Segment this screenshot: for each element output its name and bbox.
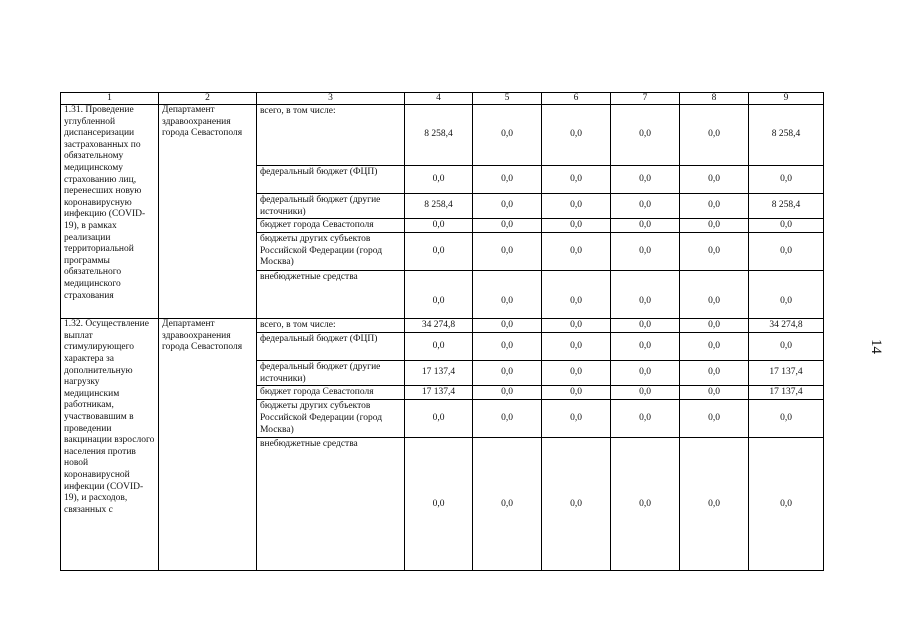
value-text: 0,0 (570, 295, 582, 306)
value-cell (542, 438, 611, 571)
value-cell (473, 319, 542, 333)
value-text: 0,0 (639, 319, 651, 330)
value-cell (749, 400, 824, 438)
value-cell (405, 271, 473, 319)
value-cell (611, 233, 680, 271)
value-cell (473, 361, 542, 386)
value-cell (680, 219, 749, 233)
value-text: 0,0 (501, 413, 513, 424)
column-header: 5 (473, 93, 542, 105)
value-cell (473, 166, 542, 194)
value-cell (749, 105, 824, 166)
value-cell (473, 386, 542, 400)
funding-source-cell: федеральный бюджет (другие источники) (257, 361, 405, 386)
value-cell (473, 400, 542, 438)
value-text: 0,0 (639, 129, 651, 140)
value-cell (542, 386, 611, 400)
value-text: 0,0 (708, 387, 720, 398)
value-cell (542, 400, 611, 438)
activity-cell: 1.32. Осуществление выплат стимулирующего характера за дополнительную нагрузку медицинским работникам, участвовавшим в проведении вакцинации взрослого населения против новой коронавирусной инфекции (COVID-19), и расходов, связанных с (61, 319, 159, 571)
value-text: 34 274,8 (769, 319, 803, 330)
value-cell (473, 219, 542, 233)
value-text: 17 137,4 (421, 367, 456, 378)
value-text: 0,0 (432, 340, 445, 351)
value-cell (542, 105, 611, 166)
value-text: 0,0 (708, 340, 720, 351)
value-text: 0,0 (639, 498, 651, 509)
value-cell (611, 319, 680, 333)
value-text: 0,0 (501, 245, 513, 256)
column-header: 1 (61, 93, 159, 105)
value-text: 0,0 (501, 200, 513, 211)
value-text: 0,0 (780, 498, 792, 509)
value-text: 0,0 (501, 295, 513, 306)
column-header: 3 (257, 93, 405, 105)
funding-source-cell: внебюджетные средства (257, 438, 405, 571)
value-cell (680, 319, 749, 333)
value-text: 8 258,4 (771, 129, 801, 140)
value-cell (542, 219, 611, 233)
value-text: 0,0 (570, 319, 582, 330)
value-text: 8 258,4 (424, 200, 453, 211)
value-cell (680, 333, 749, 361)
value-text: 0,0 (570, 413, 582, 424)
value-text: 0,0 (570, 219, 582, 230)
value-cell (749, 219, 824, 233)
value-cell (542, 271, 611, 319)
value-text: 0,0 (708, 129, 720, 140)
value-cell (405, 219, 473, 233)
funding-source-cell: бюджет города Севастополя (257, 386, 405, 400)
value-cell (680, 438, 749, 571)
value-text: 0,0 (708, 319, 720, 330)
value-cell (542, 233, 611, 271)
value-cell (680, 271, 749, 319)
value-cell (473, 105, 542, 166)
value-cell (749, 194, 824, 219)
value-cell (749, 319, 824, 333)
value-cell (680, 386, 749, 400)
value-text: 0,0 (639, 245, 651, 256)
value-text: 0,0 (708, 498, 720, 509)
funding-source-cell: всего, в том числе: (257, 319, 405, 333)
value-text: 0,0 (708, 295, 720, 306)
value-cell (611, 194, 680, 219)
value-cell (405, 233, 473, 271)
value-text: 0,0 (432, 173, 445, 184)
value-cell (542, 319, 611, 333)
value-cell (611, 166, 680, 194)
column-header: 8 (680, 93, 749, 105)
funding-source-cell: федеральный бюджет (ФЦП) (257, 333, 405, 361)
value-cell (749, 386, 824, 400)
value-cell (749, 166, 824, 194)
value-text: 0,0 (780, 245, 792, 256)
value-cell (611, 386, 680, 400)
value-cell (473, 438, 542, 571)
value-text: 0,0 (501, 498, 513, 509)
value-text: 0,0 (501, 319, 513, 330)
value-text: 0,0 (570, 200, 582, 211)
funding-source-cell: бюджеты других субъектов Российской Федерации (город Москва) (257, 233, 405, 271)
value-cell (611, 400, 680, 438)
value-text: 0,0 (432, 295, 445, 306)
value-text: 17 137,4 (769, 367, 803, 378)
budget-table (60, 92, 824, 571)
funding-source-cell: бюджет города Севастополя (257, 219, 405, 233)
value-text: 0,0 (708, 413, 720, 424)
value-cell (542, 166, 611, 194)
value-text: 0,0 (570, 129, 582, 140)
value-cell (405, 333, 473, 361)
value-text: 34 274,8 (421, 319, 456, 330)
value-text: 0,0 (570, 387, 582, 398)
funding-source-cell: бюджеты других субъектов Российской Федерации (город Москва) (257, 400, 405, 438)
value-cell (473, 333, 542, 361)
value-text: 0,0 (432, 219, 445, 230)
value-cell (405, 400, 473, 438)
value-cell (473, 271, 542, 319)
value-cell (680, 361, 749, 386)
value-text: 8 258,4 (771, 200, 801, 211)
value-cell (542, 361, 611, 386)
value-cell (405, 166, 473, 194)
value-text: 0,0 (501, 340, 513, 351)
value-cell (680, 233, 749, 271)
column-header: 4 (405, 93, 473, 105)
value-cell (611, 361, 680, 386)
value-text: 0,0 (780, 413, 792, 424)
value-cell (749, 233, 824, 271)
value-text: 0,0 (501, 219, 513, 230)
value-text: 0,0 (501, 129, 513, 140)
column-header: 9 (749, 93, 824, 105)
executor-cell: Департамент здравоохранения города Севастополя (159, 319, 257, 571)
value-text: 0,0 (639, 200, 651, 211)
column-header: 6 (542, 93, 611, 105)
value-text: 0,0 (570, 340, 582, 351)
value-cell (680, 105, 749, 166)
column-header: 7 (611, 93, 680, 105)
value-text: 0,0 (639, 413, 651, 424)
value-cell (405, 386, 473, 400)
funding-source-cell: федеральный бюджет (другие источники) (257, 194, 405, 219)
value-cell (611, 438, 680, 571)
table-row (61, 319, 824, 333)
value-text: 17 137,4 (769, 387, 803, 398)
value-text: 0,0 (501, 387, 513, 398)
value-text: 0,0 (780, 173, 792, 184)
funding-source-cell: всего, в том числе: (257, 105, 405, 166)
value-text: 0,0 (708, 200, 720, 211)
value-text: 0,0 (780, 340, 792, 351)
value-text: 0,0 (432, 498, 445, 509)
value-cell (542, 194, 611, 219)
page-number: 14 (868, 339, 884, 354)
value-cell (611, 105, 680, 166)
value-text: 0,0 (639, 340, 651, 351)
value-text: 8 258,4 (424, 129, 453, 140)
value-cell (473, 194, 542, 219)
value-text: 0,0 (501, 173, 513, 184)
value-text: 0,0 (501, 367, 513, 378)
value-text: 0,0 (780, 295, 792, 306)
value-cell (542, 333, 611, 361)
value-cell (611, 271, 680, 319)
value-cell (611, 219, 680, 233)
value-text: 0,0 (639, 367, 651, 378)
value-text: 0,0 (708, 173, 720, 184)
funding-source-cell: федеральный бюджет (ФЦП) (257, 166, 405, 194)
value-cell (405, 105, 473, 166)
value-text: 0,0 (570, 498, 582, 509)
value-cell (749, 438, 824, 571)
value-cell (405, 438, 473, 571)
value-cell (749, 333, 824, 361)
value-cell (473, 233, 542, 271)
value-text: 0,0 (432, 413, 445, 424)
value-text: 0,0 (708, 245, 720, 256)
header-row (61, 93, 824, 105)
value-text: 0,0 (570, 245, 582, 256)
value-text: 0,0 (639, 173, 651, 184)
value-text: 0,0 (780, 219, 792, 230)
funding-source-cell: внебюджетные средства (257, 271, 405, 319)
value-cell (680, 166, 749, 194)
value-text: 0,0 (432, 245, 445, 256)
value-cell (405, 319, 473, 333)
table-row (61, 105, 824, 166)
activity-cell: 1.31. Проведение углубленной диспансеризации застрахованных по обязательному медицинскому страхованию лиц, перенесших новую коронавирусную инфекцию (COVID-19), в рамках реализации территориальной программы обязательного медицинского страхования (61, 105, 159, 319)
executor-cell: Департамент здравоохранения города Севастополя (159, 105, 257, 319)
value-text: 0,0 (639, 295, 651, 306)
value-text: 0,0 (639, 219, 651, 230)
value-cell (749, 271, 824, 319)
value-cell (680, 194, 749, 219)
value-cell (680, 400, 749, 438)
value-text: 0,0 (708, 219, 720, 230)
value-cell (749, 361, 824, 386)
value-text: 0,0 (570, 367, 582, 378)
column-header: 2 (159, 93, 257, 105)
value-cell (611, 333, 680, 361)
value-text: 0,0 (570, 173, 582, 184)
value-text: 0,0 (639, 387, 651, 398)
value-text: 17 137,4 (421, 387, 456, 398)
value-cell (405, 194, 473, 219)
value-cell (405, 361, 473, 386)
value-text: 0,0 (708, 367, 720, 378)
